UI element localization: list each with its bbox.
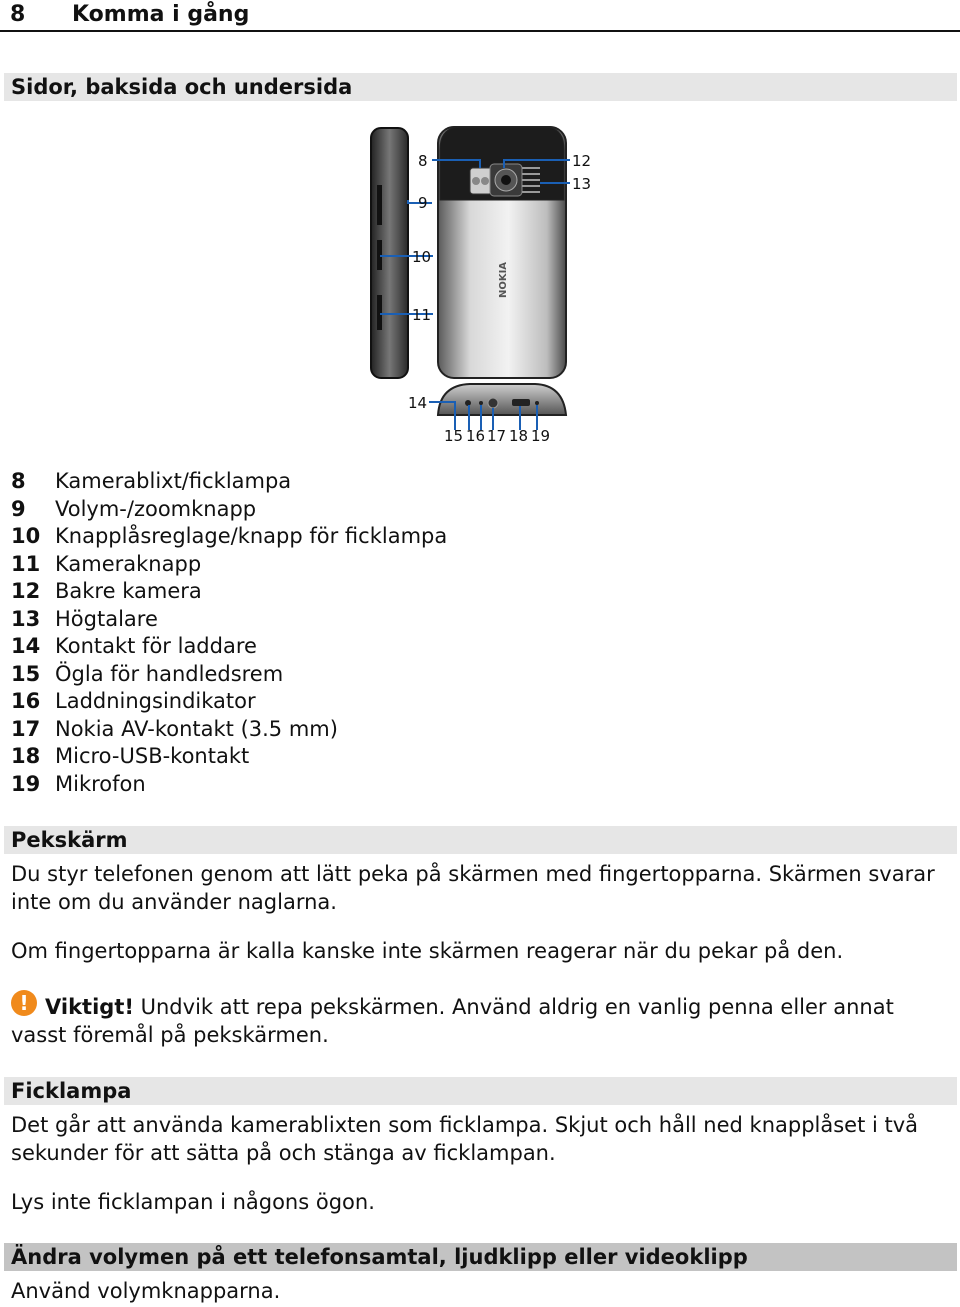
legend-item: 17 Nokia AV-kontakt (3.5 mm)	[11, 716, 338, 741]
brand-logo: NOKIA	[498, 261, 509, 299]
legend-item: 14 Kontakt för laddare	[11, 634, 257, 658]
important-text: Undvik att repa pekskärmen. Använd aldrig en vanlig penna eller annat vasst föremål på pekskärmen.	[11, 995, 894, 1047]
legend-item: 9 Volym-/zoomknapp	[11, 496, 257, 521]
important-note	[11, 993, 946, 1049]
section-heading-volume: Ändra volymen på ett telefonsamtal, ljudklipp eller videoklipp	[4, 1243, 957, 1271]
callout-18: 18	[509, 427, 529, 445]
callout-8: 8	[418, 152, 428, 170]
touchscreen-paragraph-2: Om fingertopparna är kalla kanske inte skärmen reagerar när du pekar på den.	[11, 939, 844, 963]
legend-item: 13 Högtalare	[11, 606, 158, 631]
legend-item: 11 Kameraknapp	[11, 551, 202, 576]
section-heading-sides: Sidor, baksida och undersida	[4, 73, 957, 101]
section-heading-flashlight: Ficklampa	[4, 1077, 957, 1105]
callout-11: 11	[412, 306, 432, 324]
legend-item: 16 Laddningsindikator	[11, 689, 256, 713]
legend-item: 18 Micro-USB-kontakt	[11, 744, 250, 768]
callout-16: 16	[466, 427, 486, 445]
flashlight-paragraph-2: Lys inte ficklampan i någons ögon.	[11, 1190, 375, 1214]
callout-9: 9	[418, 194, 428, 212]
legend-item: 8 Kamerablixt/ficklampa	[11, 469, 292, 493]
callout-12: 12	[572, 152, 592, 170]
callout-15: 15	[444, 427, 464, 445]
volume-paragraph: Använd volymknapparna.	[11, 1279, 281, 1303]
touchscreen-paragraph-1: Du styr telefonen genom att lätt peka på skärmen med fingertopparna. Skärmen svarar inte om du använder naglarna.	[11, 862, 935, 914]
section-heading-touchscreen: Pekskärm	[4, 826, 957, 854]
legend-item: 15 Ögla för handledsrem	[11, 661, 284, 686]
chapter-title: Komma i gång	[72, 2, 250, 27]
important-label: Viktigt!	[45, 995, 134, 1019]
parts-legend	[11, 468, 531, 798]
phone-bottom-view	[438, 384, 566, 415]
warning-icon: !	[11, 990, 37, 1016]
phone-figure	[0, 0, 960, 460]
callout-13: 13	[572, 175, 592, 193]
legend-item: 19 Mikrofon	[11, 771, 146, 796]
callout-10: 10	[412, 248, 432, 266]
phone-side-view	[371, 128, 408, 378]
phone-back-view	[438, 127, 566, 378]
page-number: 8	[10, 2, 26, 27]
legend-item: 12 Bakre kamera	[11, 579, 202, 603]
callout-19: 19	[531, 427, 551, 445]
callout-17: 17	[487, 427, 507, 445]
callout-14: 14	[408, 394, 428, 412]
legend-item: 10 Knapplåsreglage/knapp för ficklampa	[11, 524, 448, 548]
flashlight-paragraph-1: Det går att använda kamerablixten som ficklampa. Skjut och håll ned knapplåset i två sekunder för att sätta på och stänga av ficklampan.	[11, 1113, 919, 1165]
